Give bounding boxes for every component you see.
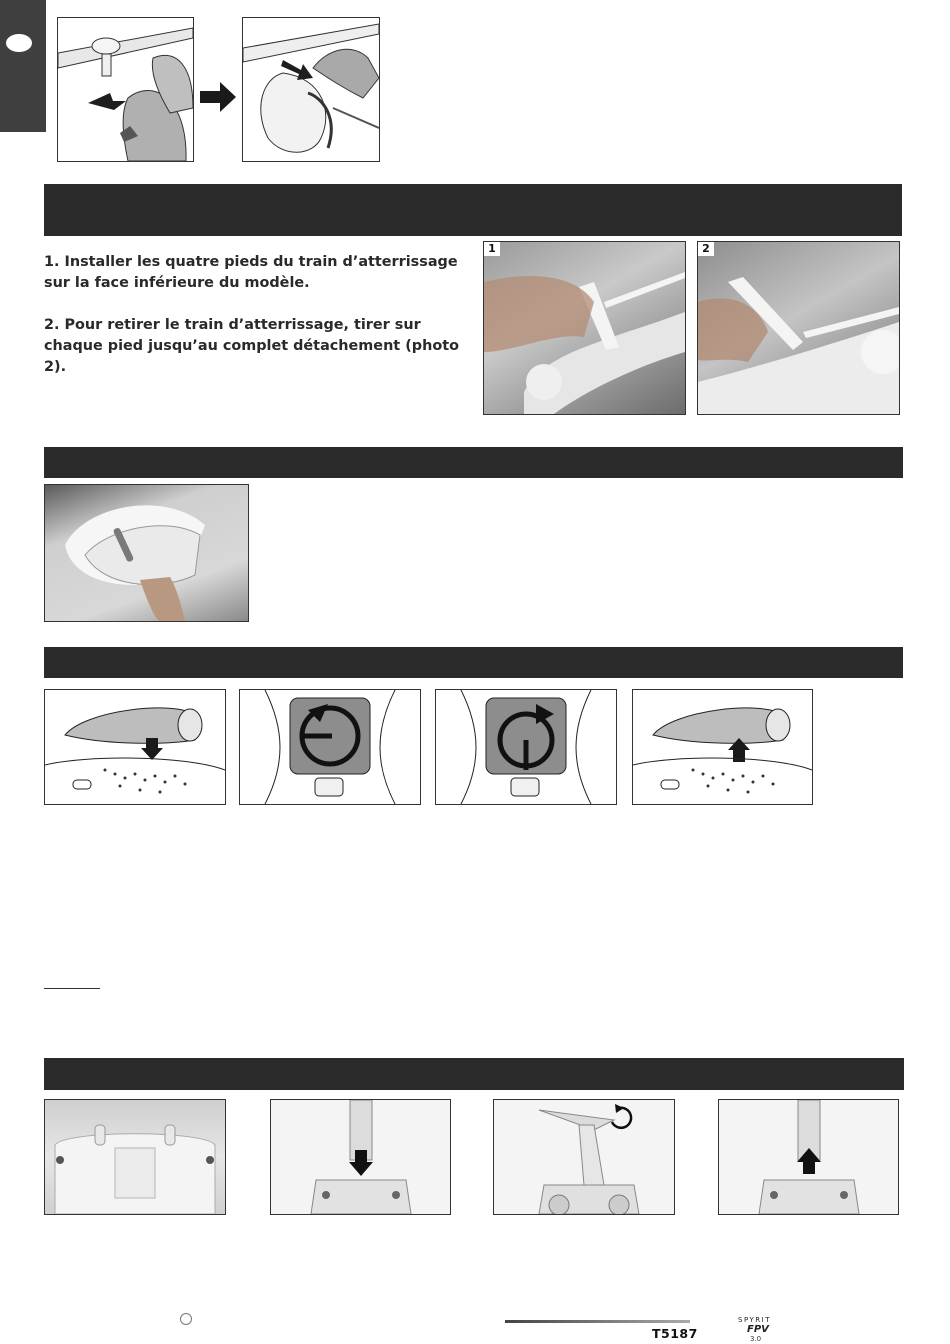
camera-lock-illustration	[435, 689, 617, 805]
guard-illustration-2	[242, 17, 380, 162]
product-code: T5187	[652, 1326, 698, 1341]
antenna-rotate-photo	[493, 1099, 675, 1215]
section-header-camera	[44, 647, 903, 678]
language-dot	[6, 34, 32, 52]
photo-label-2: 2	[698, 242, 714, 256]
landing-gear-photo-1	[483, 241, 686, 415]
brand-line-2: FPV	[747, 1324, 769, 1335]
step-1-number: 1.	[44, 254, 60, 270]
landing-gear-photo-2	[697, 241, 900, 415]
camera-detach-illustration	[632, 689, 813, 805]
photo-label-1: 1	[484, 242, 500, 256]
footer-line	[505, 1320, 690, 1323]
landing-gear-instructions	[44, 252, 469, 399]
step-2-number: 2.	[44, 317, 60, 333]
brand-line-3: 3.0	[750, 1335, 762, 1343]
step-1	[44, 252, 469, 294]
next-step-arrow-icon	[200, 82, 236, 112]
registration-mark-icon	[180, 1313, 192, 1325]
guard-illustration-1	[57, 17, 194, 162]
battery-hatch-photo	[44, 484, 249, 622]
section-header-landing-gear	[44, 184, 902, 236]
note-rule	[44, 988, 100, 989]
step-1-text: Installer les quatre pieds du train d’atterrissage sur la face inférieure du modèle.	[44, 254, 458, 291]
section-header-antenna	[44, 1058, 904, 1090]
camera-attach-illustration	[44, 689, 226, 805]
antenna-remove-photo	[718, 1099, 899, 1215]
step-2	[44, 315, 469, 378]
camera-unlock-illustration	[239, 689, 421, 805]
transmitter-back-photo	[44, 1099, 226, 1215]
section-header-battery	[44, 447, 903, 478]
brand-line-1: SPYRIT	[738, 1316, 771, 1324]
language-tab	[0, 0, 46, 132]
antenna-insert-photo	[270, 1099, 451, 1215]
step-2-text: Pour retirer le train d’atterrissage, tirer sur chaque pied jusqu’au complet détachement (photo 2).	[44, 317, 459, 375]
